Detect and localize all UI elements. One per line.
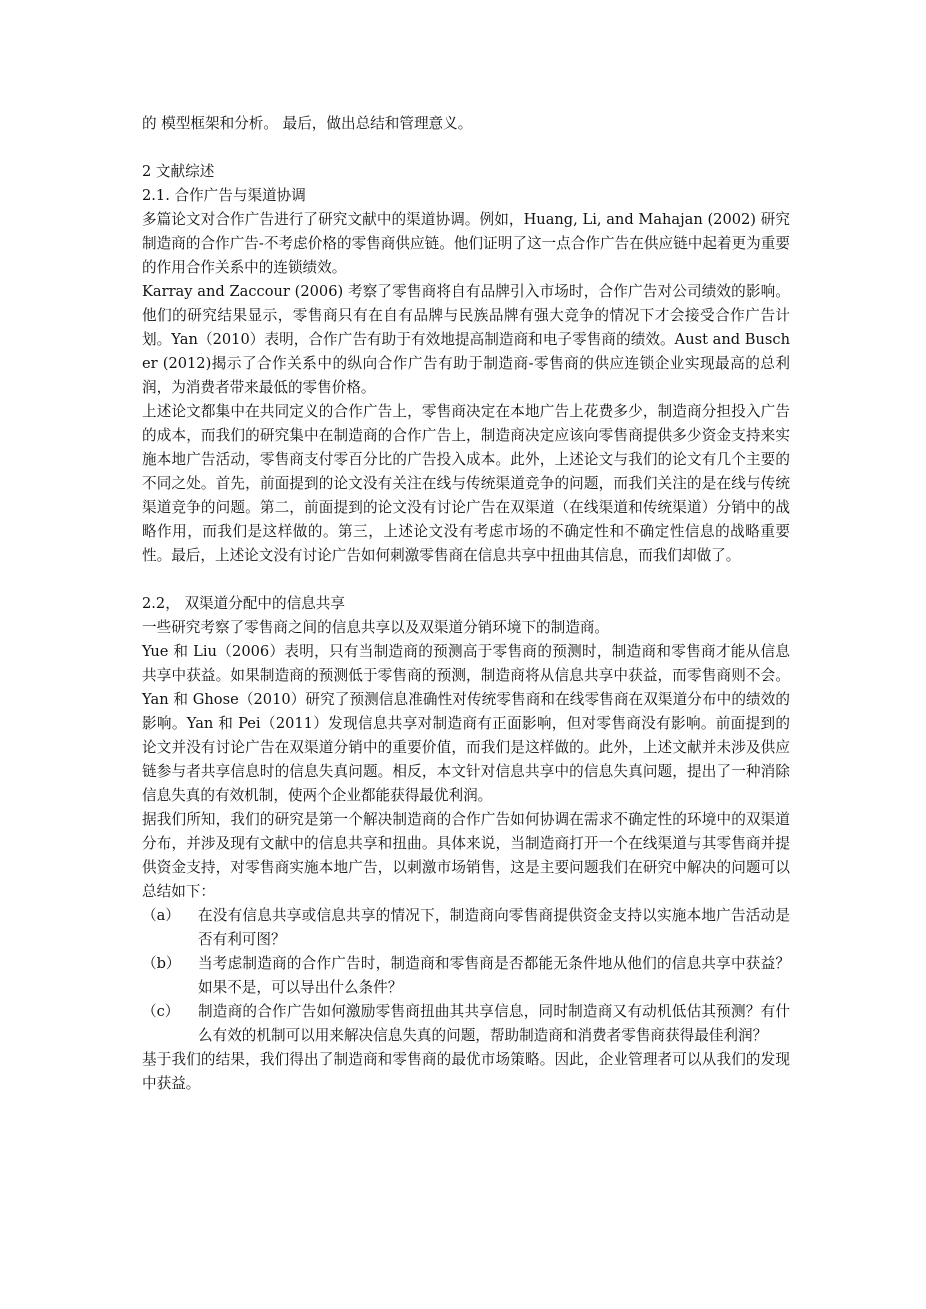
question-item-b [142, 952, 790, 1000]
section-2-2-paragraph-3: 据我们所知，我们的研究是第一个解决制造商的合作广告如何协调在需求不确定性的环境中的双渠道分布，并涉及现有文献中的信息共享和扭曲。具体来说，当制造商打开一个在线渠道与其零售商并提供资金支持，对零售商实施本地广告，以刺激市场销售，这是主要问题我们在研究中解决的问题可以总结如下： [142, 811, 790, 900]
question-marker: （b） [142, 955, 181, 972]
section-2-2-paragraph-4: 基于我们的结果，我们得出了制造商和零售商的最优市场策略。因此，企业管理者可以从我们的发现中获益。 [142, 1051, 790, 1092]
question-item-a [142, 904, 790, 952]
question-item-c [142, 1000, 790, 1048]
question-text: 制造商的合作广告如何激励零售商扭曲其共享信息，同时制造商又有动机低估其预测？有什么有效的机制可以用来解决信息失真的问题，帮助制造商和消费者零售商获得最佳利润？ [198, 1003, 790, 1044]
spacer [142, 568, 790, 592]
document-page [142, 112, 790, 1096]
section-2-1-paragraph-3: 上述论文都集中在共同定义的合作广告上，零售商决定在本地广告上花费多少，制造商分担投入广告的成本，而我们的研究集中在制造商的合作广告上，制造商决定应该向零售商提供多少资金支持来实施本地广告活动，零售商支付零百分比的广告投入成本。此外，上述论文与我们的论文有几个主要的不同之处。首先，前面提到的论文没有关注在线与传统渠道竞争的问题，而我们关注的是在线与传统渠道竞争的问题。第二，前面提到的论文没有讨论广告在双渠道（在线渠道和传统渠道）分销中的战略作用，而我们是这样做的。第三，上述论文没有考虑市场的不确定性和不确定性信息的战略重要性。最后，上述论文没有讨论广告如何刺激零售商在信息共享中扭曲其信息，而我们却做了。 [142, 403, 790, 564]
question-text: 在没有信息共享或信息共享的情况下，制造商向零售商提供资金支持以实施本地广告活动是否有利可图？ [198, 907, 790, 948]
section-2-1-paragraph-1: 多篇论文对合作广告进行了研究文献中的渠道协调。例如，Huang, Li, and Mahajan (2002) 研究制造商的合作广告-不考虑价格的零售商供应链。他们证明了这一点合作广告在供应链中起着更为重要的作用合作关系中的连锁绩效。 [142, 211, 790, 276]
section-2-1-heading: 2.1. 合作广告与渠道协调 [142, 187, 306, 204]
question-text: 当考虑制造商的合作广告时，制造商和零售商是否都能无条件地从他们的信息共享中获益？如果不是，可以导出什么条件？ [198, 955, 790, 996]
section-2-heading: 2 文献综述 [142, 163, 215, 180]
intro-tail-paragraph: 的 模型框架和分析。 最后，做出总结和管理意义。 [142, 115, 473, 132]
spacer [142, 136, 790, 160]
section-2-2-paragraph-2: Yue 和 Liu（2006）表明，只有当制造商的预测高于零售商的预测时，制造商和零售商才能从信息共享中获益。如果制造商的预测低于零售商的预测，制造商将从信息共享中获益，而零售商则不会。Yan 和 Ghose（2010）研究了预测信息准确性对传统零售商和在线零售商在双渠道分布中的绩效的影响。Yan 和 Pei（2011）发现信息共享对制造商有正面影响，但对零售商没有影响。前面提到的论文并没有讨论广告在双渠道分销中的重要价值，而我们是这样做的。此外，上述文献并未涉及供应链参与者共享信息时的信息失真问题。相反，本文针对信息共享中的信息失真问题，提出了一种消除信息失真的有效机制，使两个企业都能获得最优利润。 [142, 643, 790, 804]
question-marker: （a） [142, 907, 180, 924]
question-marker: （c） [142, 1003, 180, 1020]
section-2-2-paragraph-1: 一些研究考察了零售商之间的信息共享以及双渠道分销环境下的制造商。 [142, 619, 610, 636]
section-2-1-paragraph-2: Karray and Zaccour (2006) 考察了零售商将自有品牌引入市场时，合作广告对公司绩效的影响。他们的研究结果显示，零售商只有在自有品牌与民族品牌有强大竞争的情况下才会接受合作广告计划。Yan（2010）表明，合作广告有助于有效地提高制造商和电子零售商的绩效。Aust and Buscher (2012)揭示了合作关系中的纵向合作广告有助于制造商-零售商的供应连锁企业实现最高的总利润，为消费者带来最低的零售价格。 [142, 283, 790, 396]
section-2-2-heading: 2.2， 双渠道分配中的信息共享 [142, 595, 345, 612]
